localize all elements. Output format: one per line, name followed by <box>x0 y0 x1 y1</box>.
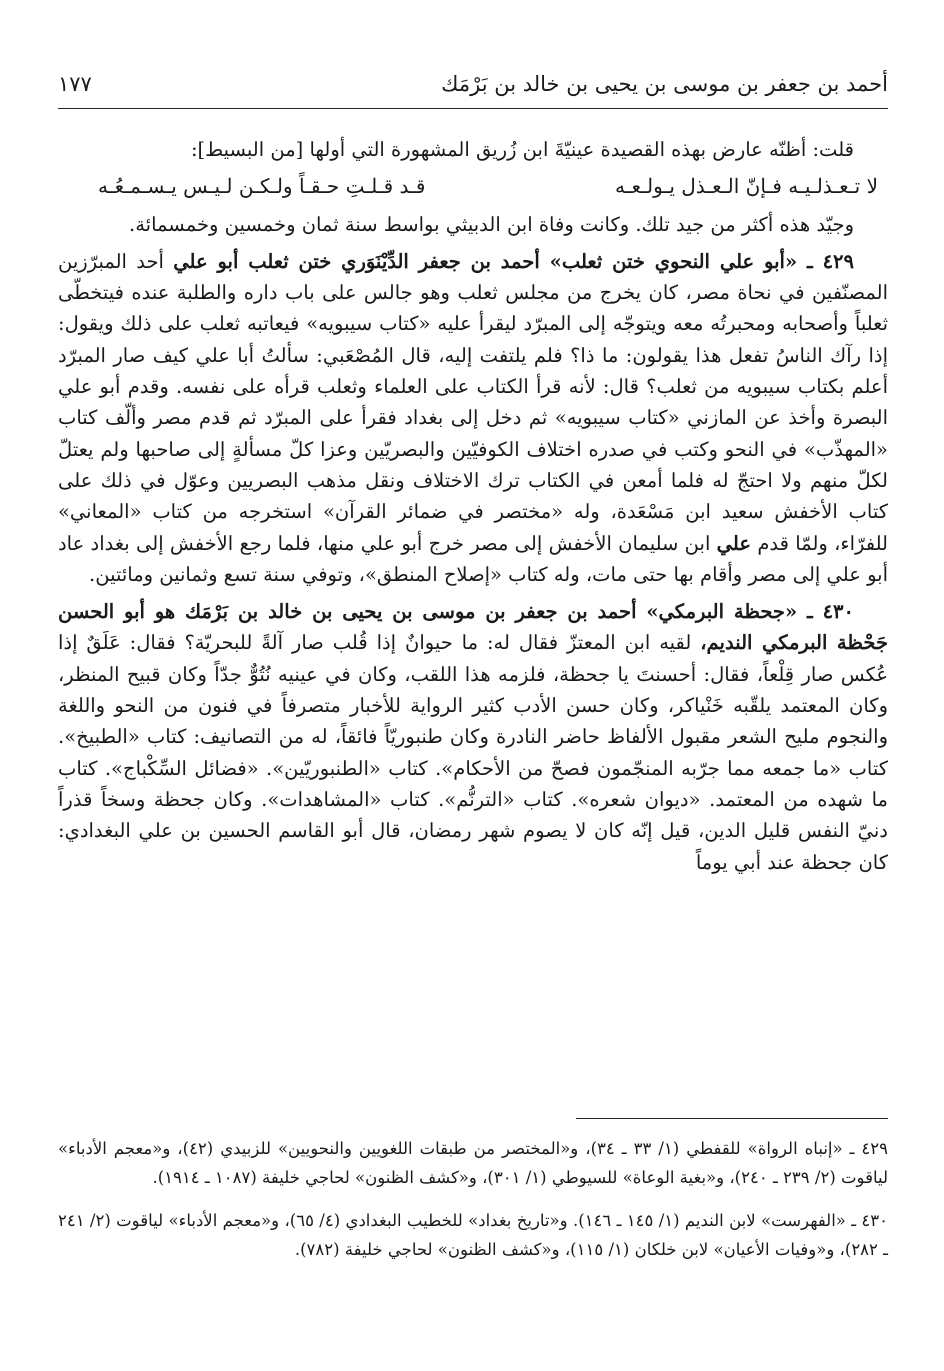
page-number: ١٧٧ <box>58 72 92 96</box>
footnotes <box>58 1134 888 1278</box>
entry-429-text: أحد المبرّزين المصنّفين في نحاة مصر، كان يخرج من مجلس ثعلب وهو جالس على باب داره والطلبة عنده فيتخطّى ثعلباً وأصحابه ومحبرتُه معه ويتوجّه إلى المبرّد ليقرأ عليه «كتاب سيبويه» فيعاتبه ثعلب على ذلك ويقول: إذا رآك الناسُ تفعل هذا يقولون: ما ذا؟ فلم يلتفت إليه، قال المُصْعَبي: سألتُ أبا علي كيف صار المبرّد أعلم بكتاب سيبويه من ثعلب؟ قال: لأنه قرأ الكتاب على العلماء وثعلب قرأه على نفسه. وقدم أبو علي البصرة وأخذ عن المازني «كتاب سيبويه» ثم دخل إلى بغداد فقرأ على المبرّد ثم قدم مصر وألّف كتاب «المهذّب» في النحو وكتب في صدره اختلاف الكوفيّين والبصريّين وعزا كلّ مسألةٍ إلى صاحبها ولم يعتلّ لكلّ منهم ولا احتجّ له فلما أمعن في الكتاب ترك الاختلاف ونقل مذهب البصريين وعوّل في ذلك على كتاب الأخفش سعيد ابن مَسْعَدة، وله «مختصر في ضمائر القرآن» استخرجه من كتاب «المعاني» للفرّاء، ولمّا قدم <box>58 249 889 555</box>
intro-paragraph: قلت: أظنّه عارض بهذه القصيدة عينيّةَ ابن زُريق المشهورة التي أولها [من البسيط]: <box>190 138 854 161</box>
entry-429-bold-word: علي <box>716 531 752 555</box>
verse-first-hemistich: لا تـعـذلـيـه فـإنّ الـعـذل يـولـعـه <box>614 174 878 199</box>
entry-430-heading: ٤٣٠ ـ «جحظة البرمكي» أحمد بن جعفر بن موسى بن يحيى بن خالد بن بَرْمَك هو أبو الحسن جَحْظة البرمكي النديم، <box>58 600 888 655</box>
page-header <box>58 68 888 109</box>
entry-430 <box>58 596 888 878</box>
poem-verse <box>58 171 888 202</box>
entry-429 <box>58 246 888 590</box>
verse-second-hemistich: قـد قـلـتِ حـقـاً ولـكـن لـيـس يـسـمـعُـه <box>98 174 426 199</box>
running-title: أحمد بن جعفر بن موسى بن يحيى بن خالد بن بَرْمَك <box>441 72 888 96</box>
footnote-430: ٤٣٠ ـ «الفهرست» لابن النديم (١/ ١٤٥ ـ ١٤٦). و«تاريخ بغداد» للخطيب البغدادي (٤/ ٦٥)، و«معجم الأدباء» لياقوت (٢/ ٢٤١ ـ ٢٨٢)، و«وفيات الأعيان» لابن خلكان (١/ ١١٥)، و«كشف الظنون» لحاجي خليفة (٧٨٢). <box>58 1211 888 1259</box>
entry-429-text-end: ابن سليمان الأخفش إلى مصر خرج أبو علي منها، فلما رجع الأخفش إلى بغداد عاد أبو علي إلى مصر وأقام بها حتى مات، وله كتاب «إصلاح المنطق»، وتوفي سنة تسع وثمانين ومائتين. <box>58 531 888 586</box>
entry-430-text: لقيه ابن المعتزّ فقال له: ما حيوانٌ إذا قُلب صار آلةً للبحريّة؟ فقال: عَلَقٌ إذا عُكس صار قِلْعاً، فقال: أحسنتَ يا جحظة، فلزمه هذا اللقب، وكان في عينيه نُتُوٌّ جدّاً وكان قبيح المنظر، وكان المعتمد يلقّبه خَنْياكر، وكان حسن الأدب كثير الرواية للأخبار متصرفاً في فنون من النحو واللغة والنجوم مليح الشعر مقبول الألفاظ حاضر النادرة وكان طنبوريّاً فائقاً، له من التصانيف: كتاب «الطبيخ». كتاب «ما جمعه مما جرّبه المنجّمون فصحّ من الأحكام». كتاب «الطنبوريّين». «فضائل السِّكْباج». كتاب ما شهده من المعتمد. «ديوان شعره». كتاب «الترنُّم». كتاب «المشاهدات». وكان جحظة وسخاً قذراً دنيّ النفس قليل الدين، قيل إنّه كان لا يصوم شهر رمضان، قال أبو القاسم الحسين بن علي البغدادي: كان جحظة عند أبي يوماً <box>58 631 888 874</box>
body-text <box>58 134 888 878</box>
footnote-429: ٤٢٩ ـ «إنباه الرواة» للقفطي (١/ ٣٣ ـ ٣٤)، و«المختصر من طبقات اللغويين والنحويين» للزبيدي (٤٢)، و«معجم الأدباء» لياقوت (٢/ ٢٣٩ ـ ٢٤٠)، و«بغية الوعاة» للسيوطي (١/ ٣٠١)، و«كشف الظنون» لحاجي خليفة (١٠٨٧ ـ ١٩١٤). <box>58 1139 889 1187</box>
comment-paragraph: وجيّد هذه أكثر من جيد تلك. وكانت وفاة ابن الدبيثي بواسط سنة ثمان وخمسين وخمسمائة. <box>129 212 854 236</box>
entry-429-heading: ٤٢٩ ـ «أبو علي النحوي ختن ثعلب» أحمد بن جعفر الدِّيْنَوَري ختن ثعلب أبو علي <box>173 249 854 273</box>
footnote-divider <box>576 1118 888 1119</box>
